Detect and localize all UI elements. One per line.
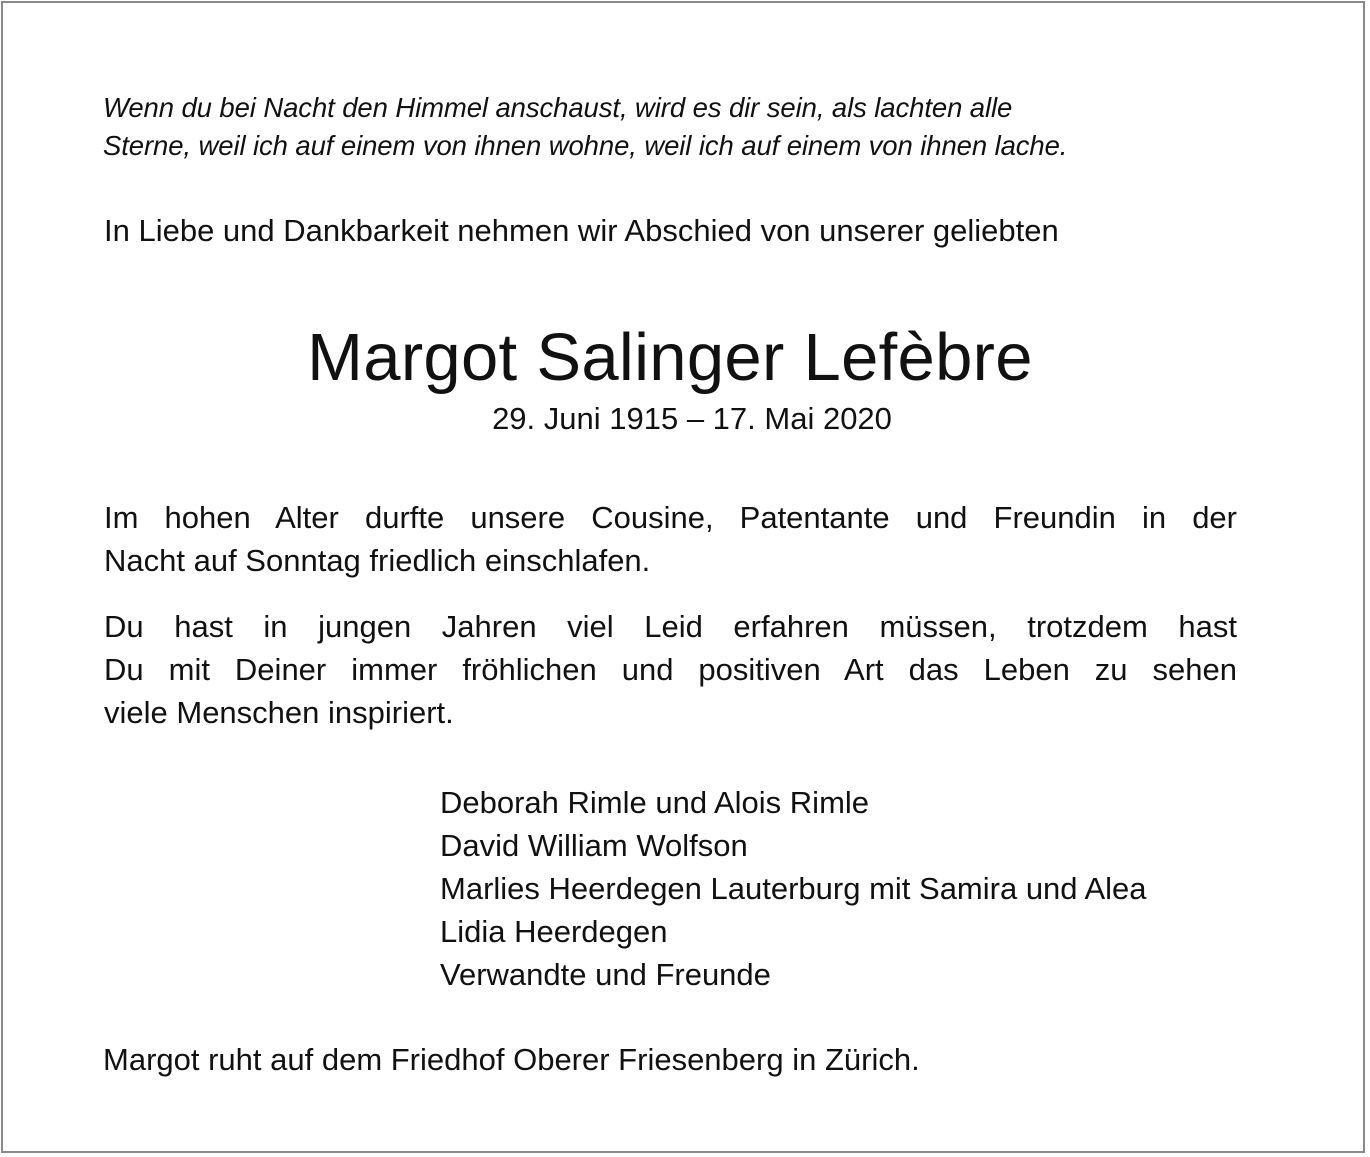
epigraph-quote: [103, 89, 1253, 165]
paragraph-line: Im hohen Alter durfte unsere Cousine, Patentante und Freundin in der: [104, 500, 1237, 535]
mourner-entry: Lidia Heerdegen: [440, 914, 668, 949]
paragraph-line: Nacht auf Sonntag friedlich einschlafen.: [104, 543, 651, 578]
quote-line: Wenn du bei Nacht den Himmel anschaust, wird es dir sein, als lachten alle: [103, 92, 1013, 123]
life-dates: 29. Juni 1915 – 17. Mai 2020: [492, 401, 892, 436]
mourner-entry: Marlies Heerdegen Lauterburg mit Samira und Alea: [440, 871, 1147, 906]
paragraph-line: Du mit Deiner immer fröhlichen und positiven Art das Leben zu sehen: [104, 652, 1237, 687]
mourner-entry: Deborah Rimle und Alois Rimle: [440, 785, 870, 820]
paragraph-tribute: [104, 605, 1237, 734]
paragraph-line: viele Menschen inspiriert.: [104, 695, 454, 730]
mourner-entry: David William Wolfson: [440, 828, 748, 863]
deceased-name: Margot Salinger Lefèbre: [307, 320, 1033, 395]
mourner-entry: Verwandte und Freunde: [440, 957, 771, 992]
paragraph-line: Du hast in jungen Jahren viel Leid erfahren müssen, trotzdem hast: [104, 609, 1237, 644]
mourners-list: [440, 781, 1147, 996]
burial-note: Margot ruht auf dem Friedhof Oberer Friesenberg in Zürich.: [103, 1042, 920, 1077]
intro-text: In Liebe und Dankbarkeit nehmen wir Abschied von unserer geliebten: [104, 213, 1059, 248]
quote-line: Sterne, weil ich auf einem von ihnen wohne, weil ich auf einem von ihnen lache.: [103, 130, 1068, 161]
paragraph-passing: [104, 496, 1237, 582]
